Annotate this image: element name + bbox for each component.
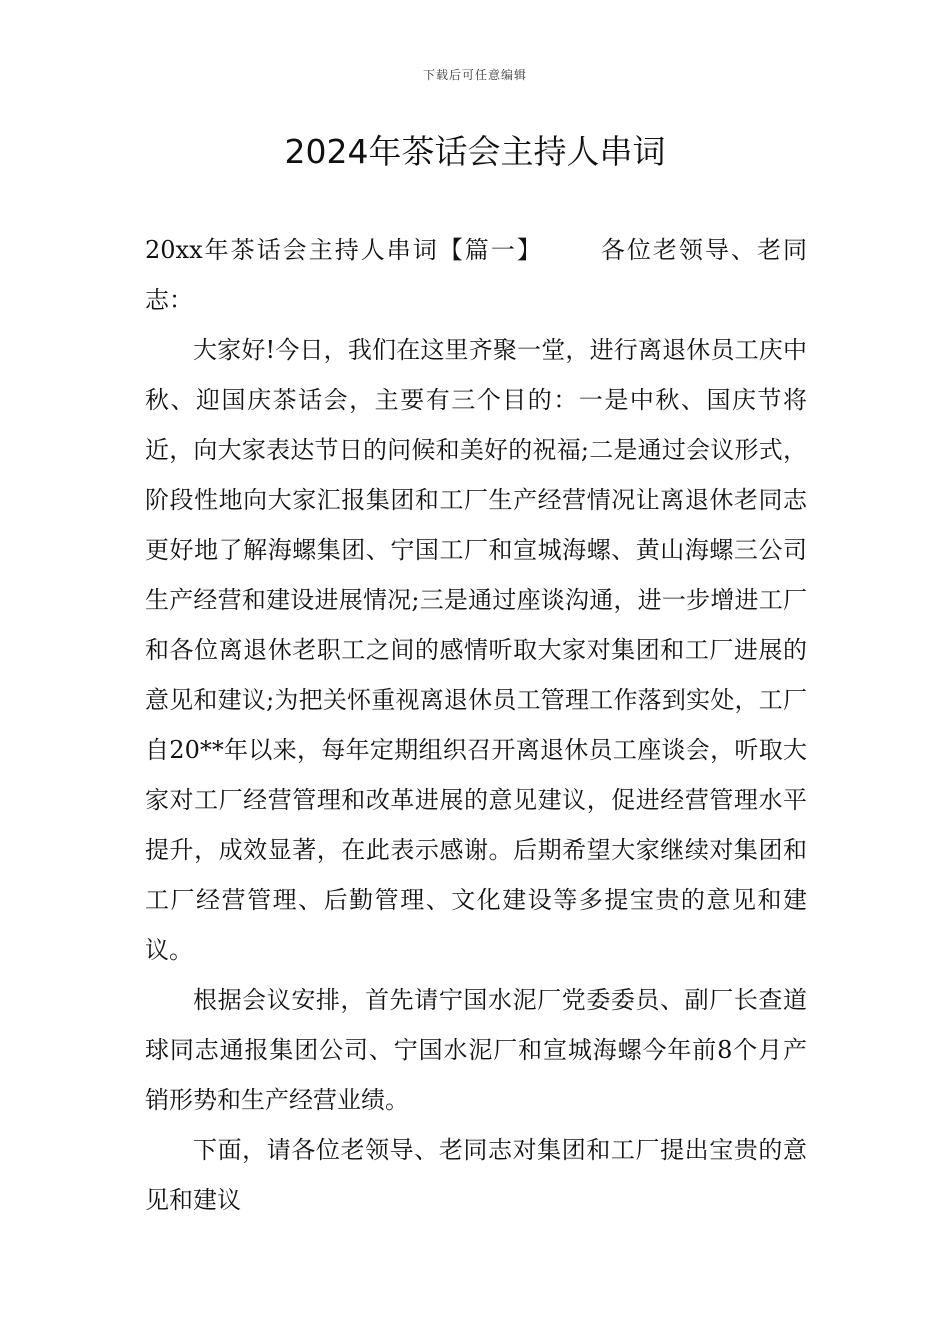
- document-body: [145, 225, 807, 1225]
- paragraph-opening: 大家好!今日，我们在这里齐聚一堂，进行离退休员工庆中秋、迎国庆茶话会，主要有三个目的：一是中秋、国庆节将近，向大家表达节日的问候和美好的祝福;二是通过会议形式，阶段性地向大家汇报集团和工厂生产经营情况让离退休老同志更好地了解海螺集团、宁国工厂和宣城海螺、黄山海螺三公司生产经营和建设进展情况;三是通过座谈沟通，进一步增进工厂和各位离退休老职工之间的感情听取大家对集团和工厂进展的意见和建议;为把关怀重视离退休员工管理工作落到实处，工厂自20**年以来，每年定期组织召开离退休员工座谈会，听取大家对工厂经营管理和改革进展的意见建议，促进经营管理水平提升，成效显著，在此表示感谢。后期希望大家继续对集团和工厂经营管理、后勤管理、文化建设等多提宝贵的意见和建议。: [145, 336, 807, 964]
- document-title: 2024年茶话会主持人串词: [284, 132, 666, 171]
- paragraph-invitation: 下面，请各位老领导、老同志对集团和工厂提出宝贵的意见和建议: [145, 1136, 807, 1214]
- section-heading-line: [145, 225, 807, 325]
- paragraph-agenda: 根据会议安排，首先请宁国水泥厂党委委员、副厂长查道球同志通报集团公司、宁国水泥厂和宣城海螺今年前8个月产销形势和生产经营业绩。: [145, 986, 807, 1114]
- page-header-note: 下载后可任意编辑: [422, 68, 527, 82]
- salutation: 各位老领导、老同志：: [145, 236, 808, 314]
- section-heading: 20xx年茶话会主持人串词【篇一】: [145, 236, 543, 264]
